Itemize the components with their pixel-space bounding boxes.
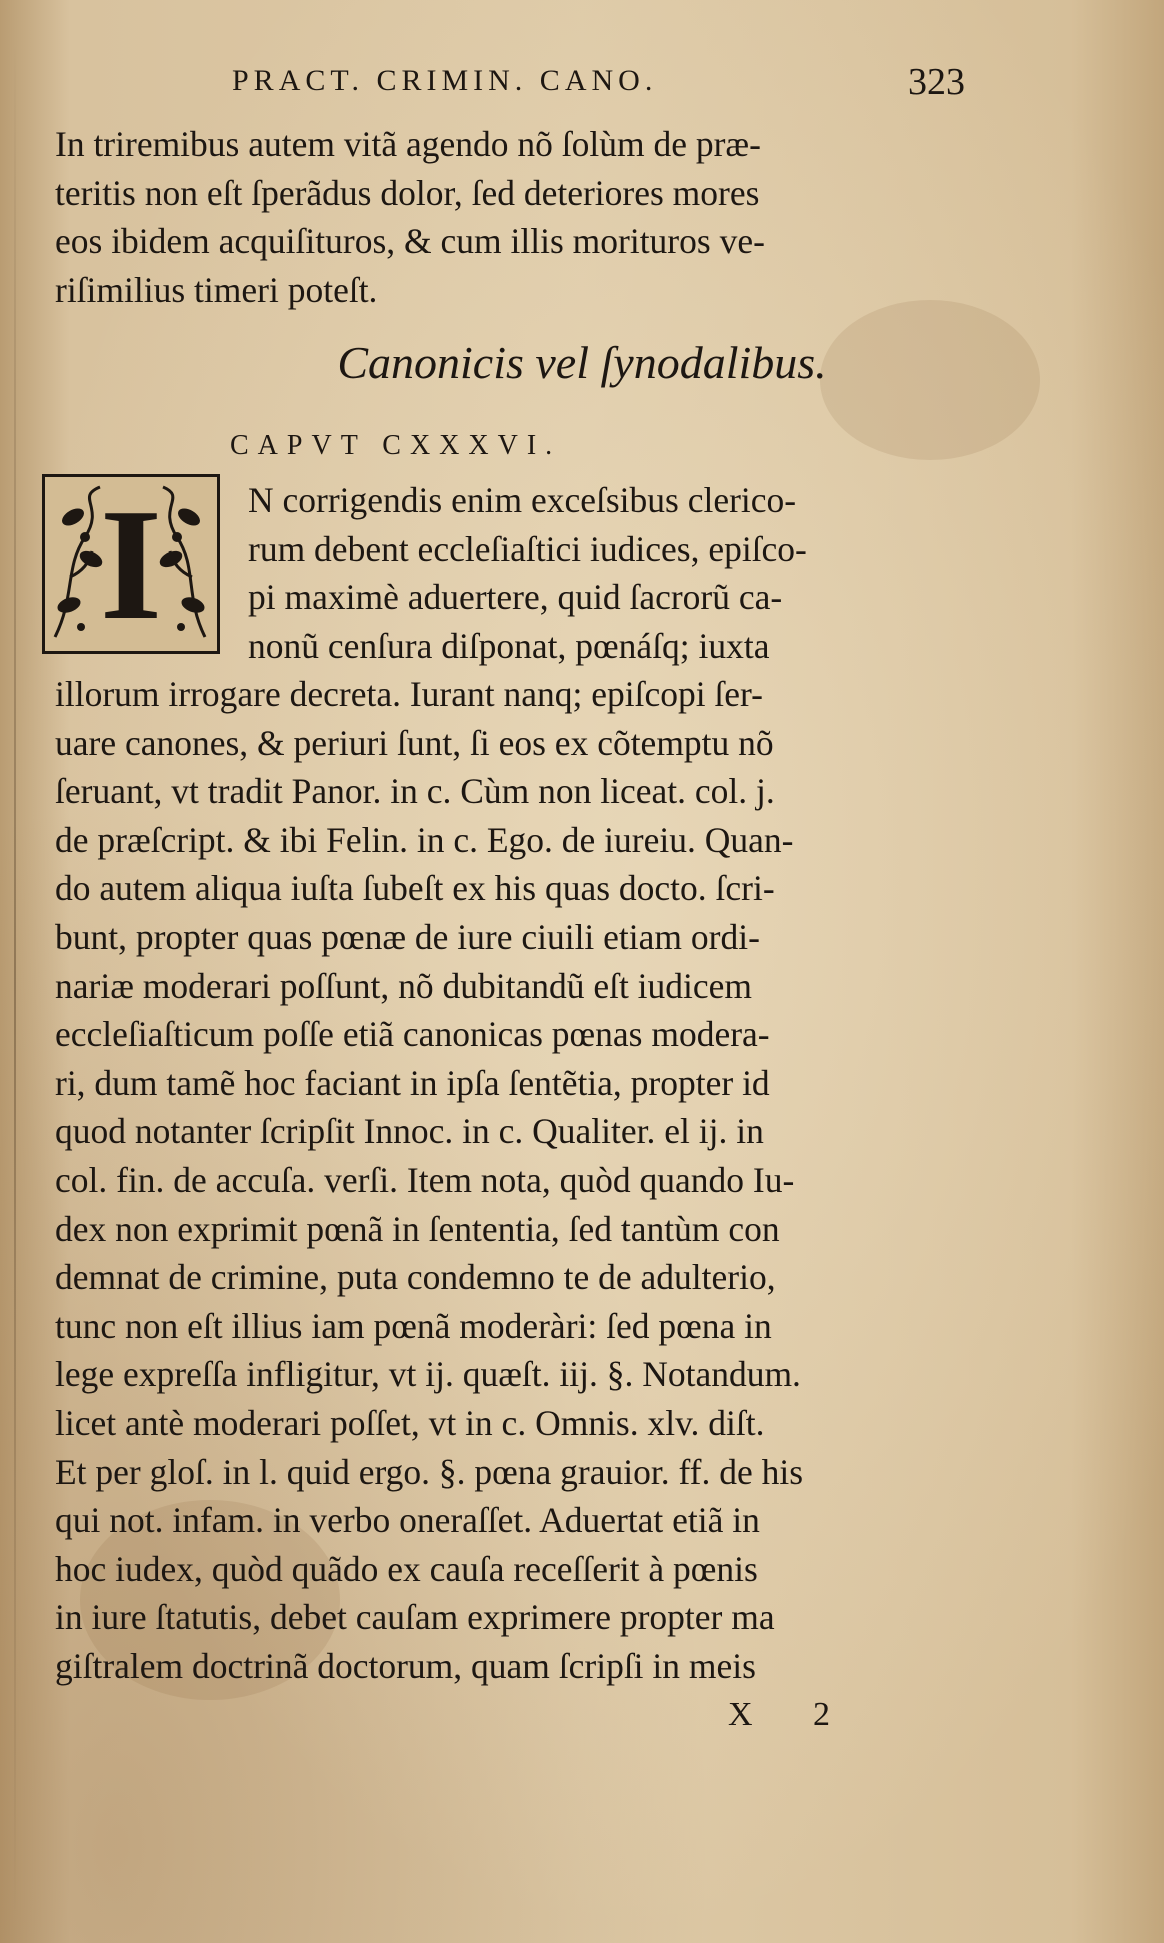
text-line: tunc non eſt illius iam pœnã moderàri: ſed pœna in bbox=[55, 1305, 772, 1346]
text-line: giſtralem doctrinã doctorum, quam ſcripſi in meis bbox=[55, 1645, 756, 1686]
chapter-heading: CAPVT CXXXVI. bbox=[230, 430, 562, 461]
text-line: rum debent eccleſiaſtici iudices, epiſco- bbox=[248, 528, 807, 569]
text-line: illorum irrogare decreta. Iurant nanq; epiſcopi ſer- bbox=[55, 674, 763, 714]
text-line: dex non exprimit pœnã in ſententia, ſed tantùm con bbox=[55, 1208, 780, 1249]
text-line: hoc iudex, quòd quãdo ex cauſa receſſerit à pœnis bbox=[55, 1548, 758, 1589]
text-line: ſeruant, vt tradit Panor. in c. Cùm non liceat. col. j. bbox=[55, 771, 775, 812]
text-line: pi maximè aduertere, quid ſacrorũ ca- bbox=[248, 577, 783, 618]
text-line: in iure ſtatutis, debet cauſam exprimere propter ma bbox=[55, 1597, 775, 1638]
text-line: uare canones, & periuri ſunt, ſi eos ex cõtemptu nõ bbox=[55, 722, 774, 763]
text-line: ri, dum tamẽ hoc faciant in ipſa ſentẽtia, propter id bbox=[55, 1062, 770, 1103]
text-line: licet antè moderari poſſet, vt in c. Omnis. xlv. diſt. bbox=[55, 1402, 765, 1443]
text-line: do autem aliqua iuſta ſubeſt ex his quas docto. ſcri- bbox=[55, 868, 775, 909]
text-line: riſimilius timeri poteſt. bbox=[55, 269, 378, 310]
text-line: qui not. infam. in verbo oneraſſet. Aduertat etiã in bbox=[55, 1500, 760, 1541]
page-number: 323 bbox=[908, 61, 965, 103]
text-line: nonũ cenſura diſponat, pœnáſq; iuxta bbox=[248, 625, 770, 666]
running-head: PRACT. CRIMIN. CANO. bbox=[232, 64, 658, 97]
text-line: col. fin. de accuſa. verſi. Item nota, quòd quando Iu- bbox=[55, 1159, 795, 1200]
section-heading: Canonicis vel ſynodalibus. bbox=[337, 337, 827, 388]
text-line: nariæ moderari poſſunt, nõ dubitandũ eſt iudicem bbox=[55, 965, 753, 1006]
initial-paragraph-lines bbox=[248, 476, 948, 670]
text-line: bunt, propter quas pœnæ de iure ciuili etiam ordi- bbox=[55, 916, 760, 957]
text-line: eccleſiaſticum poſſe etiã canonicas pœnas modera- bbox=[55, 1014, 770, 1055]
text-line: quod notanter ſcripſit Innoc. in c. Qualiter. el ij. in bbox=[55, 1111, 764, 1152]
gutter-shadow bbox=[14, 40, 16, 1920]
text-line: lege expreſſa infligitur, vt ij. quæſt. iij. §. Notandum. bbox=[55, 1354, 801, 1395]
text-line: In triremibus autem vitã agendo nõ ſolùm de præ- bbox=[55, 124, 761, 164]
body-paragraph bbox=[55, 670, 940, 1690]
decorated-initial bbox=[42, 474, 220, 654]
text-line: N corrigendis enim exceſsibus clerico- bbox=[248, 480, 797, 520]
opening-paragraph bbox=[55, 120, 940, 314]
signature-mark: X 2 bbox=[728, 1696, 857, 1733]
initial-letter: I bbox=[99, 475, 163, 653]
text-line: de præſcript. & ibi Felin. in c. Ego. de iureiu. Quan- bbox=[55, 819, 794, 860]
text-line: demnat de crimine, puta condemno te de adulterio, bbox=[55, 1257, 776, 1298]
text-line: eos ibidem acquiſituros, & cum illis morituros ve- bbox=[55, 221, 765, 262]
text-line: teritis non eſt ſperãdus dolor, ſed deteriores mores bbox=[55, 172, 760, 213]
text-line: Et per gloſ. in l. quid ergo. §. pœna grauior. ff. de his bbox=[55, 1451, 804, 1492]
